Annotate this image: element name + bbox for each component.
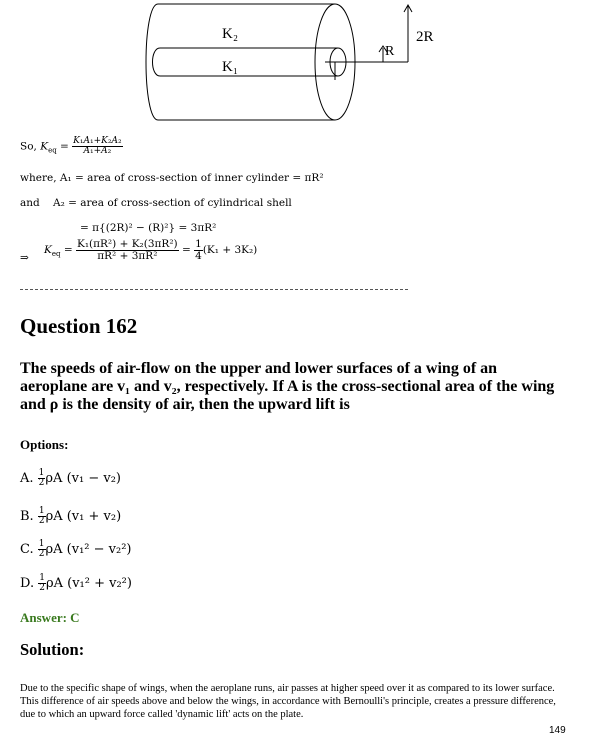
page-number: 149: [549, 725, 566, 736]
options-heading: Options:: [20, 437, 69, 452]
label-2r: 2R: [416, 29, 434, 45]
question-title: Question 162: [20, 314, 138, 338]
question-text: The speeds of air-flow on the upper and lower surfaces of a wing of an aeroplane are v₁ and v₂, respectively. If A is the cross-sectional area of the wing and ρ is the density of air, then the upward lift is: [20, 360, 555, 413]
section-divider: [20, 289, 408, 290]
where-line: where, A₁ = area of cross-section of inner cylinder = πR²: [20, 172, 324, 184]
solution-text: Due to the specific shape of wings, when the aeroplane runs, air passes at higher speed over it as compared to its lower surface. This difference of air speeds above and below the wings, in accordance with Bernoulli's principle, creates a pressure difference, due to which an upward force called 'dynamic lift' acts on the plate.: [20, 683, 556, 720]
implies-symbol: ⇒: [20, 252, 29, 264]
option-b[interactable]: B. $\frac{1}{2}$ ρA (v₁ + v₂): [20, 506, 122, 526]
option-d[interactable]: D. $\frac{1}{2}$ ρA (v₁² + v₂²): [20, 573, 132, 593]
quarter-fraction: $\frac{1}{4}$: [195, 238, 202, 262]
option-a[interactable]: A. $\frac{1}{2}$ ρA (v₁ − v₂): [20, 468, 121, 488]
a2-value: = π{(2R)² − (R)²} = 3πR²: [80, 222, 217, 234]
label-k2: K₂: [222, 26, 239, 42]
keq-fraction: $\frac{\text{K₁A₁+K₂A₂}}{\text{A₁+A₂}}$: [73, 136, 122, 156]
option-c[interactable]: C. $\frac{1}{2}$ ρA (v₁² − v₂²): [20, 539, 132, 559]
keq-result-fraction: $\frac{\text{K₁(πR²) + K₂(3πR²)}}{\text{πR² + 3πR²}}$: [76, 238, 178, 262]
coaxial-cylinder-diagram: [140, 0, 430, 125]
and-line: A₂ = area of cross-section of cylindrical shell: [53, 197, 292, 209]
label-r: R: [385, 44, 395, 59]
keq-formula: So, $K_{eq}$ = $\frac{\text{K₁A₁+K₂A₂}}{\text{A₁+A₂}}$: [20, 136, 122, 156]
solution-title: Solution:: [20, 640, 85, 659]
label-k1: K₁: [222, 59, 239, 75]
keq-result-line: $K_{eq}$ = $\frac{\text{K₁(πR²) + K₂(3πR²)}}{\text{πR² + 3πR²}}$ = $\frac{1}{4}$ (K₁ + 3K₂): [44, 238, 258, 262]
answer-label: Answer: C: [20, 610, 80, 625]
and-label: and: [20, 197, 40, 209]
